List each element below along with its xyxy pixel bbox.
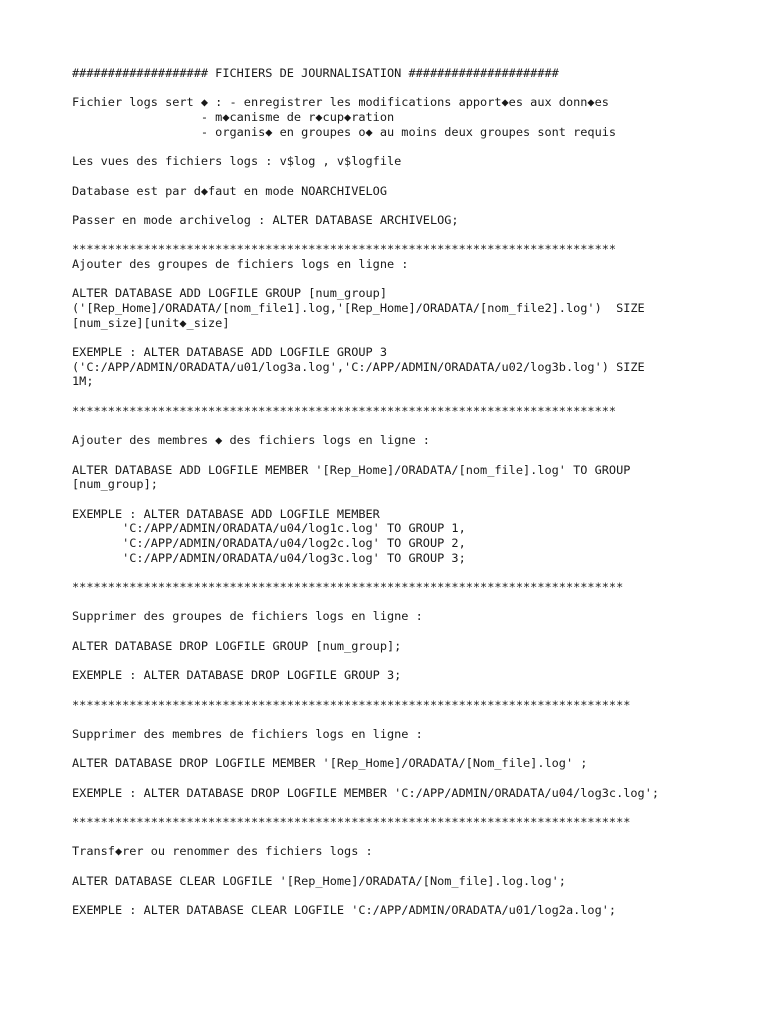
archivelog-line: Passer en mode archivelog : ALTER DATABASE ARCHIVELOG; [72, 212, 459, 227]
blank-line [72, 169, 762, 184]
blank-line [72, 595, 762, 610]
example-line: ('C:/APP/ADMIN/ORADATA/u01/log3a.log','C:/APP/ADMIN/ORADATA/u02/log3b.log') SIZE [72, 359, 645, 374]
blank-line [72, 654, 762, 669]
example-line: EXEMPLE : ALTER DATABASE ADD LOGFILE GROUP 3 [72, 345, 387, 360]
blank-line [72, 389, 762, 404]
blank-line [72, 198, 762, 213]
blank-line [72, 565, 762, 580]
section-title: Ajouter des membres ◆ des fichiers logs en ligne : [72, 433, 430, 448]
section-title: Transf◆rer ou renommer des fichiers logs : [72, 844, 373, 859]
example-line: EXEMPLE : ALTER DATABASE ADD LOGFILE MEMBER [72, 506, 380, 521]
blank-line [72, 448, 762, 463]
section-title: Supprimer des groupes de fichiers logs en ligne : [72, 609, 423, 624]
intro-line: Fichier logs sert ◆ : - enregistrer les modifications apport◆es aux donn◆es [72, 95, 609, 110]
blank-line [72, 492, 762, 507]
example-line: 'C:/APP/ADMIN/ORADATA/u04/log1c.log' TO GROUP 1, [72, 521, 466, 536]
blank-line [72, 228, 762, 243]
example-line: 1M; [72, 374, 94, 389]
blank-line [72, 419, 762, 434]
blank-line [72, 330, 762, 345]
section-title: Ajouter des groupes de fichiers logs en ligne : [72, 256, 409, 271]
separator-line: **************************************************************************** [72, 242, 617, 257]
syntax-line: ALTER DATABASE CLEAR LOGFILE '[Rep_Home]/ORADATA/[Nom_file].log.log'; [72, 873, 566, 888]
blank-line [72, 624, 762, 639]
example-line: EXEMPLE : ALTER DATABASE DROP LOGFILE GROUP 3; [72, 668, 402, 683]
blank-line [72, 830, 762, 845]
separator-line: ****************************************************************************** [72, 697, 631, 712]
blank-line [72, 683, 762, 698]
document-body [72, 66, 762, 918]
blank-line [72, 859, 762, 874]
syntax-line: ALTER DATABASE DROP LOGFILE MEMBER '[Rep_Home]/ORADATA/[Nom_file].log' ; [72, 756, 588, 771]
example-line: EXEMPLE : ALTER DATABASE DROP LOGFILE MEMBER 'C:/APP/ADMIN/ORADATA/u04/log3c.log'; [72, 785, 660, 800]
blank-line [72, 272, 762, 287]
example-line: 'C:/APP/ADMIN/ORADATA/u04/log2c.log' TO GROUP 2, [72, 536, 466, 550]
example-line: EXEMPLE : ALTER DATABASE CLEAR LOGFILE 'C:/APP/ADMIN/ORADATA/u01/log2a.log'; [72, 903, 617, 918]
example-line: 'C:/APP/ADMIN/ORADATA/u04/log3c.log' TO GROUP 3; [72, 550, 466, 565]
blank-line [72, 889, 762, 904]
syntax-line: [num_size][unit◆_size] [72, 315, 230, 330]
blank-line [72, 800, 762, 815]
section-title: Supprimer des membres de fichiers logs en ligne : [72, 726, 423, 741]
intro-line: - m◆canisme de r◆cup◆ration [72, 110, 395, 125]
intro-line: - organis◆ en groupes o◆ au moins deux groupes sont requis [72, 124, 617, 139]
syntax-line: ALTER DATABASE DROP LOGFILE GROUP [num_group]; [72, 638, 402, 653]
blank-line [72, 81, 762, 96]
blank-line [72, 742, 762, 757]
separator-line: **************************************************************************** [72, 403, 617, 418]
blank-line [72, 712, 762, 727]
document-header: ################### FICHIERS DE JOURNALISATION ##################### [72, 66, 559, 80]
syntax-line: ALTER DATABASE ADD LOGFILE GROUP [num_group] [72, 286, 387, 301]
syntax-line: ('[Rep_Home]/ORADATA/[nom_file1].log,'[Rep_Home]/ORADATA/[nom_file2].log') SIZE [72, 301, 645, 315]
syntax-line: [num_group]; [72, 477, 158, 492]
default-mode-line: Database est par d◆faut en mode NOARCHIVELOG [72, 183, 387, 198]
blank-line [72, 139, 762, 154]
separator-line: ****************************************************************************** [72, 815, 631, 830]
separator-line: ***************************************************************************** [72, 580, 624, 595]
views-line: Les vues des fichiers logs : v$log , v$logfile [72, 154, 402, 169]
syntax-line: ALTER DATABASE ADD LOGFILE MEMBER '[Rep_Home]/ORADATA/[nom_file].log' TO GROUP [72, 462, 631, 477]
blank-line [72, 771, 762, 786]
